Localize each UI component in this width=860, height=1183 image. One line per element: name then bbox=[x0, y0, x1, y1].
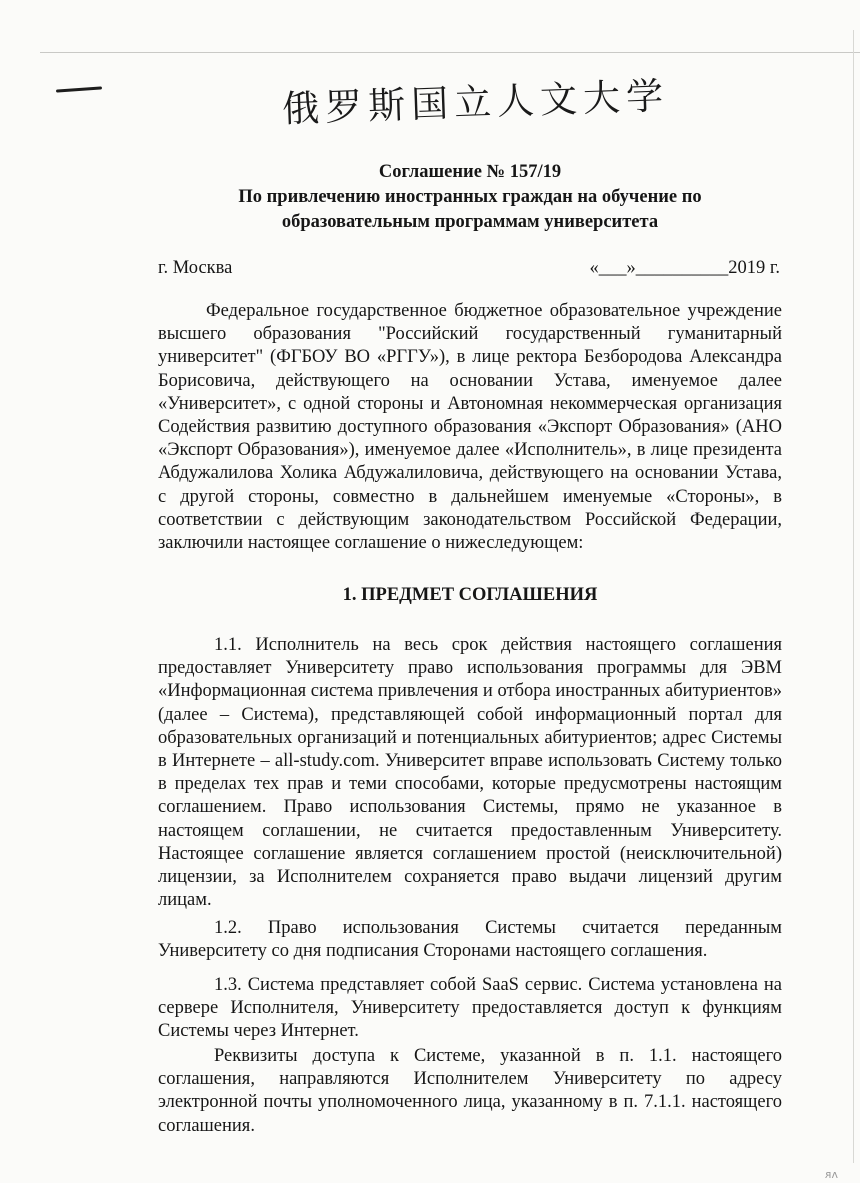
clause-1-3: 1.3. Система представляет собой SaaS сервис. Система установлена на сервере Исполнителя, Университету предоставляется доступ к функциям Системы через Интернет. bbox=[158, 975, 782, 1042]
page-corner-mark: ᴙᴧ bbox=[824, 1168, 838, 1181]
city-label: г. Москва bbox=[158, 258, 233, 278]
agreement-subject-title-line1: По привлечению иностранных граждан на обучение по bbox=[238, 187, 702, 207]
clause-1-2: 1.2. Право использования Системы считается переданным Университету со дня подписания Сторонами настоящего соглашения. bbox=[158, 918, 782, 962]
clause-1-3-access-details: Реквизиты доступа к Системе, указанной в п. 1.1. настоящего соглашения, направляются Исполнителем Университету по адресу электронной почты уполномоченного лица, указанному в п. 7.1.1. настоящего соглашения. bbox=[158, 1046, 782, 1136]
scan-right-edge bbox=[853, 30, 854, 1163]
handwritten-note: 俄罗斯国立人文大学 bbox=[281, 74, 670, 131]
section-1-heading: 1. ПРЕДМЕТ СОГЛАШЕНИЯ bbox=[342, 585, 598, 605]
date-field: «___»__________2019 г. bbox=[589, 258, 780, 278]
agreement-number-title: Соглашение № 157/19 bbox=[378, 162, 562, 182]
scan-top-edge bbox=[40, 52, 860, 53]
preamble-paragraph: Федеральное государственное бюджетное образовательное учреждение высшего образования "Российский государственный гуманитарный университет" (ФГБОУ ВО «РГГУ»), в лице ректора Безбородова Александра Борисовича, действующего на основании Устава, именуемое далее «Университет», с одной стороны и Автономная некоммерческая организация Содействия развитию доступного образования «Экспорт Образования» (АНО «Экспорт Образования»), именуемое далее «Исполнитель», в лице президента Абдужалилова Холика Абдужалиловича, действующего на основании Устава, с другой стороны, совместно в дальнейшем именуемые «Стороны», в соответствии с действующим законодательством Российской Федерации, заключили настоящее соглашение о нижеследующем: bbox=[158, 301, 782, 554]
agreement-subject-title-line2: образовательным программам университета bbox=[281, 212, 659, 232]
pen-stroke-mark bbox=[56, 86, 102, 92]
clause-1-1: 1.1. Исполнитель на весь срок действия настоящего соглашения предоставляет Университету право использования программы для ЭВМ «Информационная система привлечения и отбора иностранных абитуриентов» (далее – Система), представляющей собой информационный портал для образовательных организаций и потенциальных абитуриентов; адрес Системы в Интернете – all-study.com. Университет вправе использовать Систему только в пределах тех прав и теми способами, которые предусмотрены настоящим соглашением. Право использования Системы, прямо не указанное в настоящем соглашении, не считается предоставленным Университету. Настоящее соглашение является соглашением простой (неисключительной) лицензии, за Исполнителем сохраняется право выдачи лицензий другим лицам. bbox=[158, 635, 782, 911]
